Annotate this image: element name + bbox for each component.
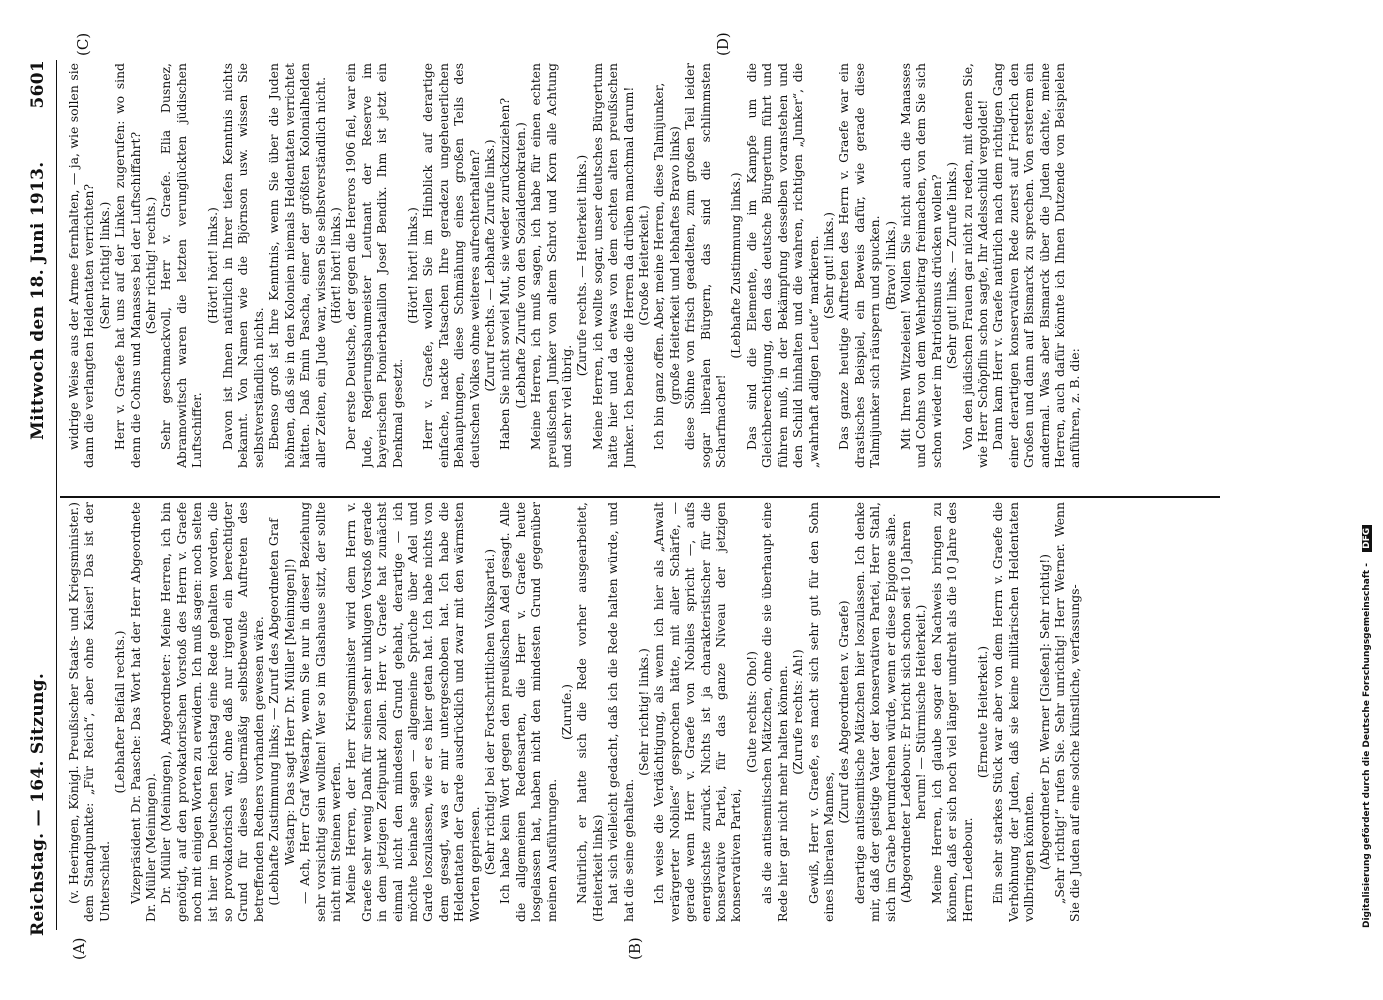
header-rule: [56, 60, 57, 930]
interjection: (Lebhafte Zustimmung links.): [728, 172, 744, 359]
speech-paragraph: Haben Sie nicht soviel Mut, sie wieder zurückzuziehen?: [497, 97, 513, 450]
margin-mark-b: (B): [626, 937, 644, 960]
speech-paragraph: Ein sehr starkes Stück war aber von dem Herrn v. Graefe die Verhöhnung der Juden, daß sie keine militärischen Heldentaten vollbringen könnten.: [990, 502, 1037, 922]
interjection: (Sehr richtig! bei der Fortschrittlichen Volkspartei.): [481, 548, 497, 876]
interjection: (Sehr gut! links.): [820, 212, 836, 319]
interjection: (Sehr richtig! links.): [96, 201, 112, 330]
running-head-right: [28, 60, 50, 440]
interjection: (Abgeordneter Ledebour: Er bricht sich schon seit 10 Jahren herum! — Stürmische Heiterkeit.): [897, 520, 929, 904]
interjection: (große Heiterkeit und lebhaftes Bravo links): [666, 126, 682, 405]
speech-paragraph: — Ach, Herr Graf Westarp, wenn Sie nur in dieser Beziehung sehr vorsichtig sein wollten! Wer so im Glashause sitzt, der sollte nicht mit Steinen werfen.: [297, 502, 343, 922]
digitization-credit: [1362, 48, 1376, 928]
speech-paragraph: Meine Herren, ich glaube sogar den Nachweis bringen zu können, daß er sich noch viel länger umdreht als die 10 Jahre des Herrn Ledebour.: [928, 502, 975, 922]
dfg-logo: DFG: [1362, 525, 1372, 552]
interjection: (Abgeordneter Dr. Werner [Gießen]: Sehr richtig!): [1036, 553, 1052, 871]
margin-mark-d: (D): [714, 32, 732, 56]
interjection: (Lebhafter Beifall rechts.): [112, 630, 128, 794]
interjection: (Erneute Heiterkeit.): [974, 645, 990, 779]
interjection: (Hört! hört! links.): [404, 207, 420, 324]
column-divider: [60, 496, 1220, 498]
speech-paragraph: Sehr geschmackvoll, Herr v. Graefe. Elia Dusnez, Abramowitsch waren die letzten verunglückten jüdischen Luftschiffer.: [158, 63, 205, 468]
interjection: (Zurufe rechts. — Heiterkeit links.): [574, 154, 590, 377]
speech-paragraph: diese Söhne von frisch geadelten, zum großen Teil leider sogar liberalen Bürgern, das sind die schlimmsten Scharfmacher!: [682, 63, 729, 468]
speech-paragraph: Gewiß, Herr v. Graefe, es macht sich sehr gut für den Sohn eines liberalen Mannes,: [805, 502, 836, 922]
speech-paragraph: Dr. Müller (Meiningen), Abgeordneter: Meine Herren, ich bin genötigt, auf den provokatorischen Vorstoß des Herrn v. Graefe noch mit einigen Worten zu erwidern. Ich muß sagen: noch selten ist hier im Deutschen Reichstag eine Rede gehalten worden, die so provokatorisch war, ohne daß nur irgend ein berechtigter Grund für dieses übermäßig selbstbewußte Auftreten des betreffenden Redners vorhanden gewesen wäre.: [158, 502, 266, 922]
interjection: (Bravo! links.): [882, 220, 898, 311]
speech-paragraph: Natürlich, er hatte sich die Rede vorher ausgearbeitet, (Heiterkeit links): [574, 502, 605, 922]
speech-paragraph: Das ganze heutige Auftreten des Herrn v. Graefe war ein drastisches Beispiel, ein Beweis dafür, wie gerade diese Talmijunker sich räuspern und spucken.: [836, 63, 883, 468]
interjection: (Sehr richtig! links.): [636, 648, 652, 776]
running-head-left: [28, 466, 50, 936]
speech-paragraph: hat sich vielleicht gedacht, daß ich die Rede halten würde, und hat die seine gehalten.: [605, 502, 636, 922]
speech-paragraph: Herr v. Graefe, wollen Sie im Hinblick auf derartige einfache, nackte Tatsachen Ihre geradezu ungeheuerlichen Behauptungen, diese Schmähung eines großen Teils des deutschen Volkes ohne weiteres aufrechterhalten?: [420, 63, 482, 468]
speech-paragraph: Ich habe kein Wort gegen den preußischen Adel gesagt. Alle die allgemeinen Redensarten, die Herr v. Graefe heute losgelassen hat, haben nicht den mindesten Grund gegenüber meinen Ausführungen.: [497, 502, 559, 922]
speech-paragraph: als die antisemitischen Mätzchen, ohne die sie überhaupt eine Rede hier gar nicht mehr halten können.: [759, 502, 790, 922]
speech-paragraph: Ebenso groß ist Ihre Kenntnis, wenn Sie über die Juden höhnen, daß sie in den Kolonien niemals Heldentaten verrichtet hätten. Daß Emin Pascha, einer der größten Kolonialhelden aller Zeiten, ein Jude war, wissen Sie selbstverständlich nicht.: [266, 63, 328, 468]
speech-paragraph: Meine Herren, ich muß sagen, ich habe für einen echten preußischen Junker von altem Schrot und Korn alle Achtung und sehr viel übrig.: [528, 63, 574, 468]
interjection: (Große Heiterkeit.): [636, 205, 652, 326]
speech-paragraph: (v. Heeringen, Königl. Preußischer Staats- und Kriegsminister.) dem Standpunkte: „Für Reich“, aber ohne Kaiser! Das ist der Unterschied.: [66, 502, 112, 922]
speech-paragraph: widrige Weise aus der Armee fernhalten, — ja, wie sollen sie dann die verlangten Heldentaten verrichten?: [66, 63, 97, 468]
left-column: [66, 502, 1226, 922]
right-column: [66, 63, 1226, 468]
margin-mark-a: (A): [70, 937, 88, 960]
margin-mark-c: (C): [74, 32, 92, 56]
interjection: (Sehr gut! links. — Zurufe links.): [944, 161, 960, 370]
speech-paragraph: Herr v. Graefe hat uns auf der Linken zugerufen: wo sind denn die Cohns und Manasses bei der Luftschiffahrt?: [112, 63, 143, 468]
speech-paragraph: Meine Herren, der Herr Kriegsminister wird dem Herrn v. Graefe sehr wenig Dank für seinen sehr unklugen Vorstoß gerade in dem jetzigen Zeitpunkt zollen. Herr v. Graefe hat zunächst einmal nicht den mindesten Grund gehabt, derartige — ich möchte beinahe sagen — allgemeine Sprüche über Adel und Garde loszulassen, wie er es hier getan hat. Ich habe nichts von dem gesagt, was er mir untergeschoben hat. Ich habe die Heldentaten der Garde ausdrücklich und zwar mit den wärmsten Worten gepriesen.: [343, 502, 482, 922]
interjection: (Sehr richtig! rechts.): [143, 196, 159, 335]
interjection: (Zurufe rechts: Ah!): [790, 649, 806, 775]
interjection: (Gute rechts: Oho!): [743, 651, 759, 774]
speech-paragraph: Ich weise die Verdächtigung, als wenn ich hier als „Anwalt verärgerter Nobiles“ gesprochen hätte, mit aller Schärfe, — gerade wenn Herr v. Graefe von Nobiles spricht —, aufs energischste zurück. Nichts ist ja charakteristischer für die konservative Partei, für das ganze Niveau der jetzigen konservativen Partei,: [651, 502, 744, 922]
speech-paragraph: Von den jüdischen Frauen gar nicht zu reden, mit denen Sie, wie Herr Schöpflin schon sagte, Ihr Adelsschild vergoldet!: [959, 63, 990, 468]
interjection: (Zuruf des Abgeordneten v. Graefe): [836, 600, 852, 824]
interjection: (Lebhafte Zustimmung links; — Zuruf des Abgeordneten Graf Westarp: Das sagt Herr Dr. Müller [Meiningen]!): [266, 518, 297, 906]
credit-text: Digitalisierung gefördert durch die Deutsche Forschungsgemeinschaft -: [1362, 563, 1372, 928]
speech-paragraph: derartige antisemitische Mätzchen hier loszulassen. Ich denke mir, daß der geistige Vater der konservativen Partei, Herr Stahl, sich im Grabe herumdrehen würde, wenn er diese Epigone sähe.: [851, 502, 898, 922]
interjection: (Lebhafte Zurufe von den Sozialdemokraten.): [512, 122, 528, 409]
speech-paragraph: Der erste Deutsche, der gegen die Hereros 1906 fiel, war ein Jude, Regierungsbaumeister Leutnant der Reserve im bayerischen Pionierbataillon Josef Bendix. Ihm ist jetzt ein Denkmal gesetzt.: [343, 63, 405, 468]
session-title: Reichstag. — 164. Sitzung.: [28, 672, 48, 936]
speech-paragraph: Davon ist Ihnen natürlich in Ihrer tiefen Kenntnis nichts bekannt. Von Namen wie die Björnson usw. wissen Sie selbstverständlich nichts.: [220, 63, 266, 468]
speech-paragraph: Mit Ihren Witzeleien! Wollen Sie nicht auch die Manasses und Cohns von dem Wehrbeitrag freimachen, von dem Sie sich schon wieder im Patriotismus drücken wollen?: [897, 63, 944, 468]
speech-paragraph: „Sehr richtig!“ rufen Sie. Sehr unrichtig! Herr Werner. Wenn Sie die Juden auf eine solche künstliche, verfassungs-: [1052, 502, 1083, 922]
speech-paragraph: Ich bin ganz offen. Aber, meine Herren, diese Talmijunker,: [651, 82, 667, 450]
interjection: (Hört! hört! links.): [327, 207, 343, 324]
page-number: 5601: [28, 60, 48, 109]
interjection: (Zurufe.): [559, 683, 574, 741]
speech-paragraph: Vizepräsident Dr. Paasche: Das Wort hat der Herr Abgeordnete Dr. Müller (Meiningen).: [127, 502, 159, 922]
speech-paragraph: Dann kam Herr v. Graefe natürlich nach dem richtigen Gang einer derartigen konservativen Rede zuerst auf Friedrich den Großen und dann auf Bismarck zu sprechen. Von ersterem ein andermal. Was aber Bismarck über die Juden dachte, meine Herren, auch dafür könnte ich Ihnen Dutzende von Beispielen anführen, z. B. die:: [990, 63, 1083, 468]
speech-paragraph: Das sind die Elemente, die im Kampfe um die Gleichberechtigung, den das deutsche Bürgertum führt und führen muß, in der Bekämpfung desselben voranstehen und den Schild hinhalten und die wahren, richtigen „Junker“, die „wahrhaft adligen Leute“ markieren.: [743, 63, 821, 468]
speech-paragraph: Meine Herren, ich wollte sogar, unser deutsches Bürgertum hätte hier und da etwas von dem echten alten preußischen Junker. Ich beneide die Herren da drüben manchmal darum!: [589, 63, 636, 468]
interjection: (Hört! hört! links.): [204, 207, 220, 324]
session-date: Mittwoch den 18. Juni 1913.: [28, 161, 48, 440]
interjection: (Zuruf rechts. — Lebhafte Zurufe links.): [481, 139, 497, 392]
